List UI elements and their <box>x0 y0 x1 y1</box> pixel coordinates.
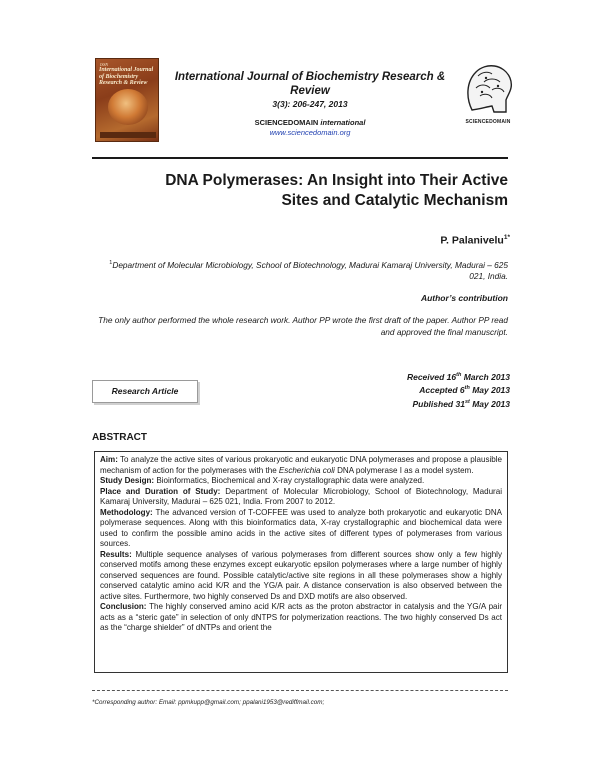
author-name-text: P. Palanivelu <box>440 234 504 247</box>
affiliation-superscript: 1 <box>109 260 113 266</box>
publisher <box>165 118 455 127</box>
abstract-study-design: Study Design: Bioinformatics, Biochemical and X-ray crystallographic data were analyzed. <box>100 476 425 485</box>
footnote-divider <box>92 690 508 691</box>
publication-dates <box>300 370 510 410</box>
journal-volume: 3(3): 206-247, 2013 <box>272 99 348 109</box>
contribution-text: The only author performed the whole research work. Author PP wrote the first draft of the paper. Author PP read and approved the final manuscript. <box>98 315 508 337</box>
corresponding-author-note: *Corresponding author: Email: ppmkupp@gmail.com; ppalani1953@rediffmail.com; <box>92 699 325 706</box>
abstract-box <box>94 451 508 673</box>
abstract-place-duration: Place and Duration of Study: Department of Molecular Microbiology, School of Biotechnology, Madurai Kamaraj University, Madurai – 625 021, India. From 2007 to 2012. <box>100 486 502 506</box>
author-name <box>300 234 510 247</box>
abstract-results: Results: Multiple sequence analyses of various polymerases from different sources show only a few highly conserved motifs among these enzymes except eukaryotic epsilon polymerases where a large number of highly conserved sequences are found. Possible catalytic/active site regions in all these polymerases show a highly conserved catalytic amino acid K/R and the YG/A pair. A distance conservation is also observed between the active sites. Furthermore, two highly conserved Ds and DXD motifs are also observed. <box>100 549 502 601</box>
contribution-heading: Author’s contribution <box>420 293 508 303</box>
abstract-aim: Aim: To analyze the active sites of various prokaryotic and eukaryotic DNA polymerases and propose a plausible mechanism of action for the polymerases with the Escherichia coli DNA polymerase I as a model system. <box>100 455 502 475</box>
date-accepted: Accepted 6th May 2013 <box>419 385 510 396</box>
publisher-name: SCIENCEDOMAIN <box>254 118 319 127</box>
date-received: Received 16th March 2013 <box>406 371 510 382</box>
cover-footer-band <box>100 132 156 138</box>
header-divider <box>92 157 508 159</box>
publisher-suffix: international <box>320 118 366 127</box>
journal-title: International Journal of Biochemistry Research & Review <box>174 71 446 97</box>
abstract-text <box>100 455 502 634</box>
article-type-badge: Research Article <box>92 380 198 403</box>
affiliation-text: Department of Molecular Microbiology, School of Biotechnology, Madurai Kamaraj University, Madurai – 625 021, India. <box>112 259 508 282</box>
author-superscript: 1* <box>503 234 510 241</box>
abstract-conclusion: Conclusion: The highly conserved amino acid K/R acts as the proton abstractor in catalysis and the YG/A pair acts as a “steric gate” in selection of only dNTPS for polymerization reactions. The two highly conserved Ds act as the “charge shielder” of dNTPs and orient the <box>100 602 502 632</box>
abstract-methodology: Methodology: The advanced version of T-COFFEE was used to analyze both prokaryotic and eukaryotic DNA polymerase sequences. Along with this bioinformatics data, X-ray crystallographic and biochemical data were used to confirm the possible amino acids in the active sites of different types of polymerases from various sources. <box>100 507 502 548</box>
cover-title: International Journal of Biochemistry Research & Review <box>99 67 154 86</box>
date-published: Published 31st May 2013 <box>412 398 510 409</box>
sciencedomain-logo <box>462 60 514 120</box>
journal-cover-image <box>95 58 159 142</box>
cover-small-text: ISSN <box>100 62 108 67</box>
paper-title: DNA Polymerases: An Insight into Their Active Sites and Catalytic Mechanism <box>165 172 508 209</box>
cover-illustration <box>108 89 148 125</box>
logo-text: SCIENCEDOMAIN <box>465 119 511 125</box>
publisher-website-link[interactable]: www.sciencedomain.org <box>269 128 351 137</box>
abstract-heading: ABSTRACT <box>92 432 147 443</box>
affiliation <box>92 258 508 283</box>
